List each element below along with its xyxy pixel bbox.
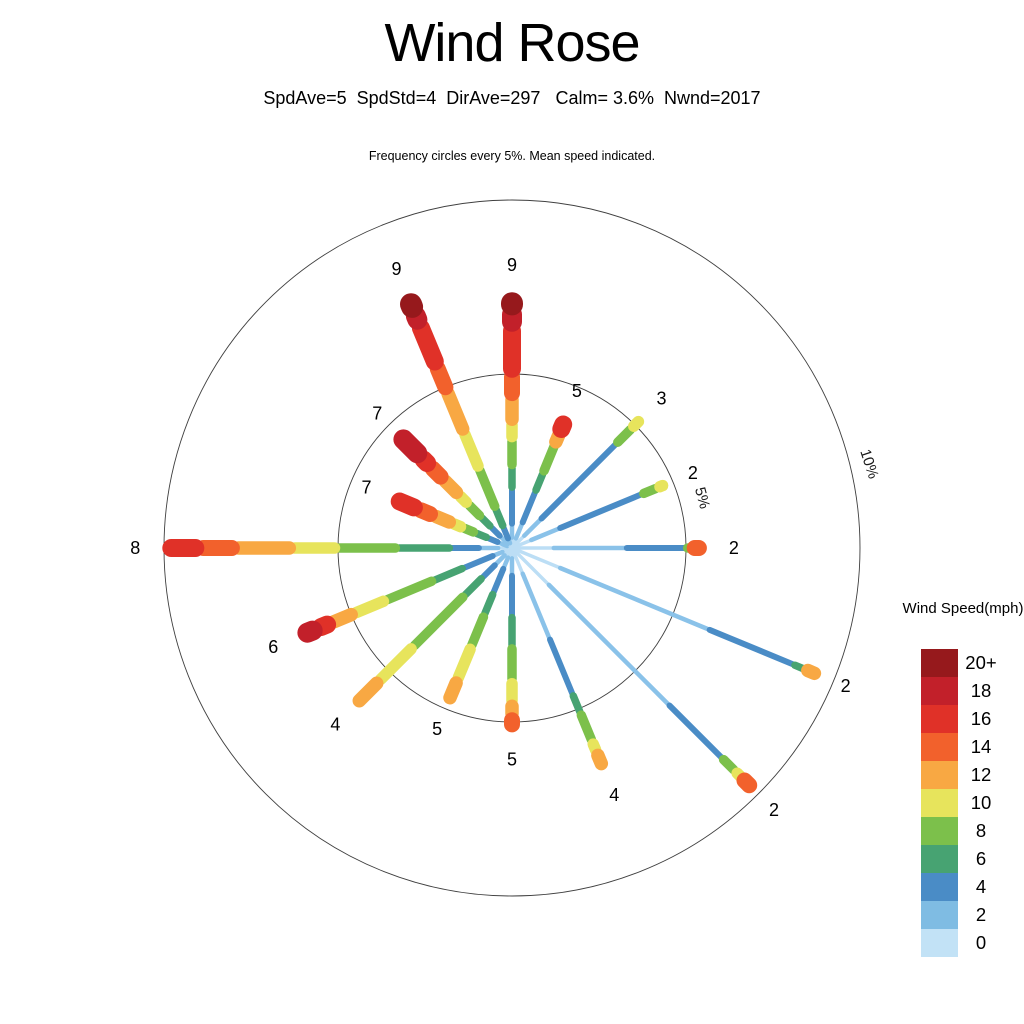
ray-SSW-bin-12 xyxy=(450,683,456,698)
ray-label-SW: 4 xyxy=(330,714,341,735)
legend-label-16: 16 xyxy=(970,708,992,729)
ray-ENE-bin-8 xyxy=(644,489,656,494)
legend-color-scale xyxy=(921,649,1004,957)
legend-label-6: 6 xyxy=(975,848,987,869)
ray-SE-bin-4 xyxy=(670,706,722,758)
ray-SW-bin-12 xyxy=(359,683,376,700)
ray-SE-bin-8 xyxy=(724,760,734,770)
ray-NNW-bin-10 xyxy=(465,434,478,466)
ray-NW-bin-6 xyxy=(482,518,490,526)
ray-NW-bin-14 xyxy=(433,469,441,477)
ray-WSW-bin-10 xyxy=(357,601,384,612)
legend-swatch-8 xyxy=(921,817,958,845)
ring-label-5pct: 5% xyxy=(690,485,714,511)
ray-SW-bin-2 xyxy=(496,555,504,563)
legend-swatch-18 xyxy=(921,677,958,705)
ray-WSW-bin-8 xyxy=(388,581,432,599)
legend-swatch-6 xyxy=(921,845,958,873)
ray-WSW-bin-6 xyxy=(435,569,462,580)
legend-swatch-16 xyxy=(921,705,958,733)
ray-NNE-bin-16 xyxy=(561,425,563,430)
legend-label-12: 12 xyxy=(970,764,992,785)
ray-SSE-bin-4 xyxy=(550,640,572,694)
legend-item-2 xyxy=(921,901,1004,929)
ray-label-ENE: 2 xyxy=(687,463,698,484)
ray-NNE-bin-8 xyxy=(544,446,554,471)
ray-SSW-bin-10 xyxy=(458,649,470,677)
ray-NNE-bin-4 xyxy=(523,493,535,522)
ray-NW-bin-4 xyxy=(492,528,500,536)
legend-label-4: 4 xyxy=(975,876,987,897)
ray-label-SSW: 5 xyxy=(432,718,443,739)
ray-label-ESE: 2 xyxy=(840,676,851,697)
legend-title: Wind Speed(mph) xyxy=(902,600,1024,617)
legend-swatch-14 xyxy=(921,733,958,761)
ray-NNW-bin-8 xyxy=(480,470,495,506)
legend-item-12 xyxy=(921,761,1004,789)
ray-label-WSW: 6 xyxy=(268,636,279,657)
ray-SSW-bin-6 xyxy=(485,595,493,614)
ray-label-W: 8 xyxy=(130,538,141,558)
legend-item-6 xyxy=(921,845,1004,873)
ray-label-NNW: 9 xyxy=(391,259,402,280)
legend-item-0 xyxy=(921,929,1004,957)
ray-ENE-bin-4 xyxy=(560,495,641,529)
legend-item-8 xyxy=(921,817,1004,845)
ray-SW-bin-6 xyxy=(465,579,481,595)
ray-WSW-bin-2 xyxy=(495,552,503,555)
ray-NE-bin-10 xyxy=(634,422,639,427)
ray-SSE-bin-6 xyxy=(573,696,580,712)
ray-SSW-bin-8 xyxy=(472,617,484,645)
ray-WNW-bin-12 xyxy=(436,517,449,522)
ray-NW-bin-8 xyxy=(470,506,480,516)
ray-ESE-bin-12 xyxy=(808,671,815,674)
legend-label-20plus: 20+ xyxy=(965,652,997,673)
ray-WSW-bin-12 xyxy=(333,615,351,622)
legend-swatch-2 xyxy=(921,901,958,929)
ray-NNE-bin-6 xyxy=(536,474,543,490)
ray-SE-bin-14 xyxy=(745,781,750,786)
chart-subtitle: SpdAve=5 SpdStd=4 DirAve=297 Calm= 3.6% Nwnd=2017 xyxy=(263,88,761,108)
legend-item-16 xyxy=(921,705,1004,733)
legend-label-8: 8 xyxy=(975,820,987,841)
ray-NE-bin-2 xyxy=(524,520,540,536)
ray-SSE-bin-12 xyxy=(598,755,601,763)
ray-WNW-bin-14 xyxy=(421,510,430,514)
legend-label-2: 2 xyxy=(975,904,987,925)
ray-NW-bin-18 xyxy=(403,439,417,453)
ray-SE xyxy=(512,548,749,785)
ray-NNW-bin-14 xyxy=(438,369,446,387)
chart-caption: Frequency circles every 5%. Mean speed indicated. xyxy=(368,149,656,163)
ray-label-NNE: 5 xyxy=(571,381,582,402)
ray-label-WNW: 7 xyxy=(361,477,372,498)
legend-swatch-0 xyxy=(921,929,958,957)
ray-SW-bin-4 xyxy=(483,565,494,576)
ray-WNW-bin-6 xyxy=(477,534,486,538)
page-title: Wind Rose xyxy=(384,13,640,73)
ray-SW-bin-8 xyxy=(415,597,463,645)
ray-ESE-bin-4 xyxy=(710,630,793,664)
ray-NW-bin-10 xyxy=(461,497,467,503)
legend-swatch-10 xyxy=(921,789,958,817)
legend-label-14: 14 xyxy=(970,736,992,757)
ray-SSE-bin-8 xyxy=(581,715,591,740)
ray-WSW-bin-18 xyxy=(307,631,312,633)
legend-label-0: 0 xyxy=(975,932,987,953)
ray-SW xyxy=(359,548,512,701)
ray-label-E: 2 xyxy=(728,538,739,558)
ray-NNW-bin-12 xyxy=(448,394,463,430)
ray-NNW-bin-16 xyxy=(421,328,435,362)
ray-label-NW: 7 xyxy=(372,403,383,424)
ring-label-10pct: 10% xyxy=(856,447,882,481)
ray-WNW-bin-4 xyxy=(489,539,497,543)
legend-swatch-20plus xyxy=(921,649,958,677)
ray-NNW-bin-6 xyxy=(496,510,503,526)
legend-item-10 xyxy=(921,789,1004,817)
ray-SW-bin-10 xyxy=(381,649,411,679)
legend-label-18: 18 xyxy=(970,680,992,701)
ray-label-S: 5 xyxy=(506,749,518,770)
ray-ENE-bin-2 xyxy=(531,529,558,540)
ray-label-SE: 2 xyxy=(768,800,780,820)
ray-WSW-bin-4 xyxy=(465,556,493,568)
ray-SE-bin-0 xyxy=(512,548,548,584)
ray-NNW-bin-20+ xyxy=(411,304,412,307)
ray-NNW-bin-0 xyxy=(511,545,512,548)
legend-swatch-12 xyxy=(921,761,958,789)
ray-NE-bin-8 xyxy=(618,430,631,443)
ray-NW-bin-12 xyxy=(445,481,456,492)
ray-NNW-bin-4 xyxy=(504,528,508,538)
ray-label-N: 9 xyxy=(506,255,518,276)
ray-NNE-bin-2 xyxy=(516,524,522,538)
ray-label-NE: 3 xyxy=(656,388,667,409)
legend-item-20plus xyxy=(921,649,1004,677)
ray-WNW-bin-8 xyxy=(465,529,474,533)
legend-swatch-4 xyxy=(921,873,958,901)
legend-item-18 xyxy=(921,677,1004,705)
legend-item-14 xyxy=(921,733,1004,761)
ray-ENE-bin-10 xyxy=(660,486,663,487)
legend-item-4 xyxy=(921,873,1004,901)
ray-label-SSE: 4 xyxy=(609,784,620,805)
ray-NE xyxy=(512,422,638,548)
ray-WNW-bin-16 xyxy=(400,502,414,508)
legend-label-10: 10 xyxy=(970,792,992,813)
ray-SSW-bin-4 xyxy=(494,569,504,592)
ray-SSW-bin-2 xyxy=(504,558,508,567)
